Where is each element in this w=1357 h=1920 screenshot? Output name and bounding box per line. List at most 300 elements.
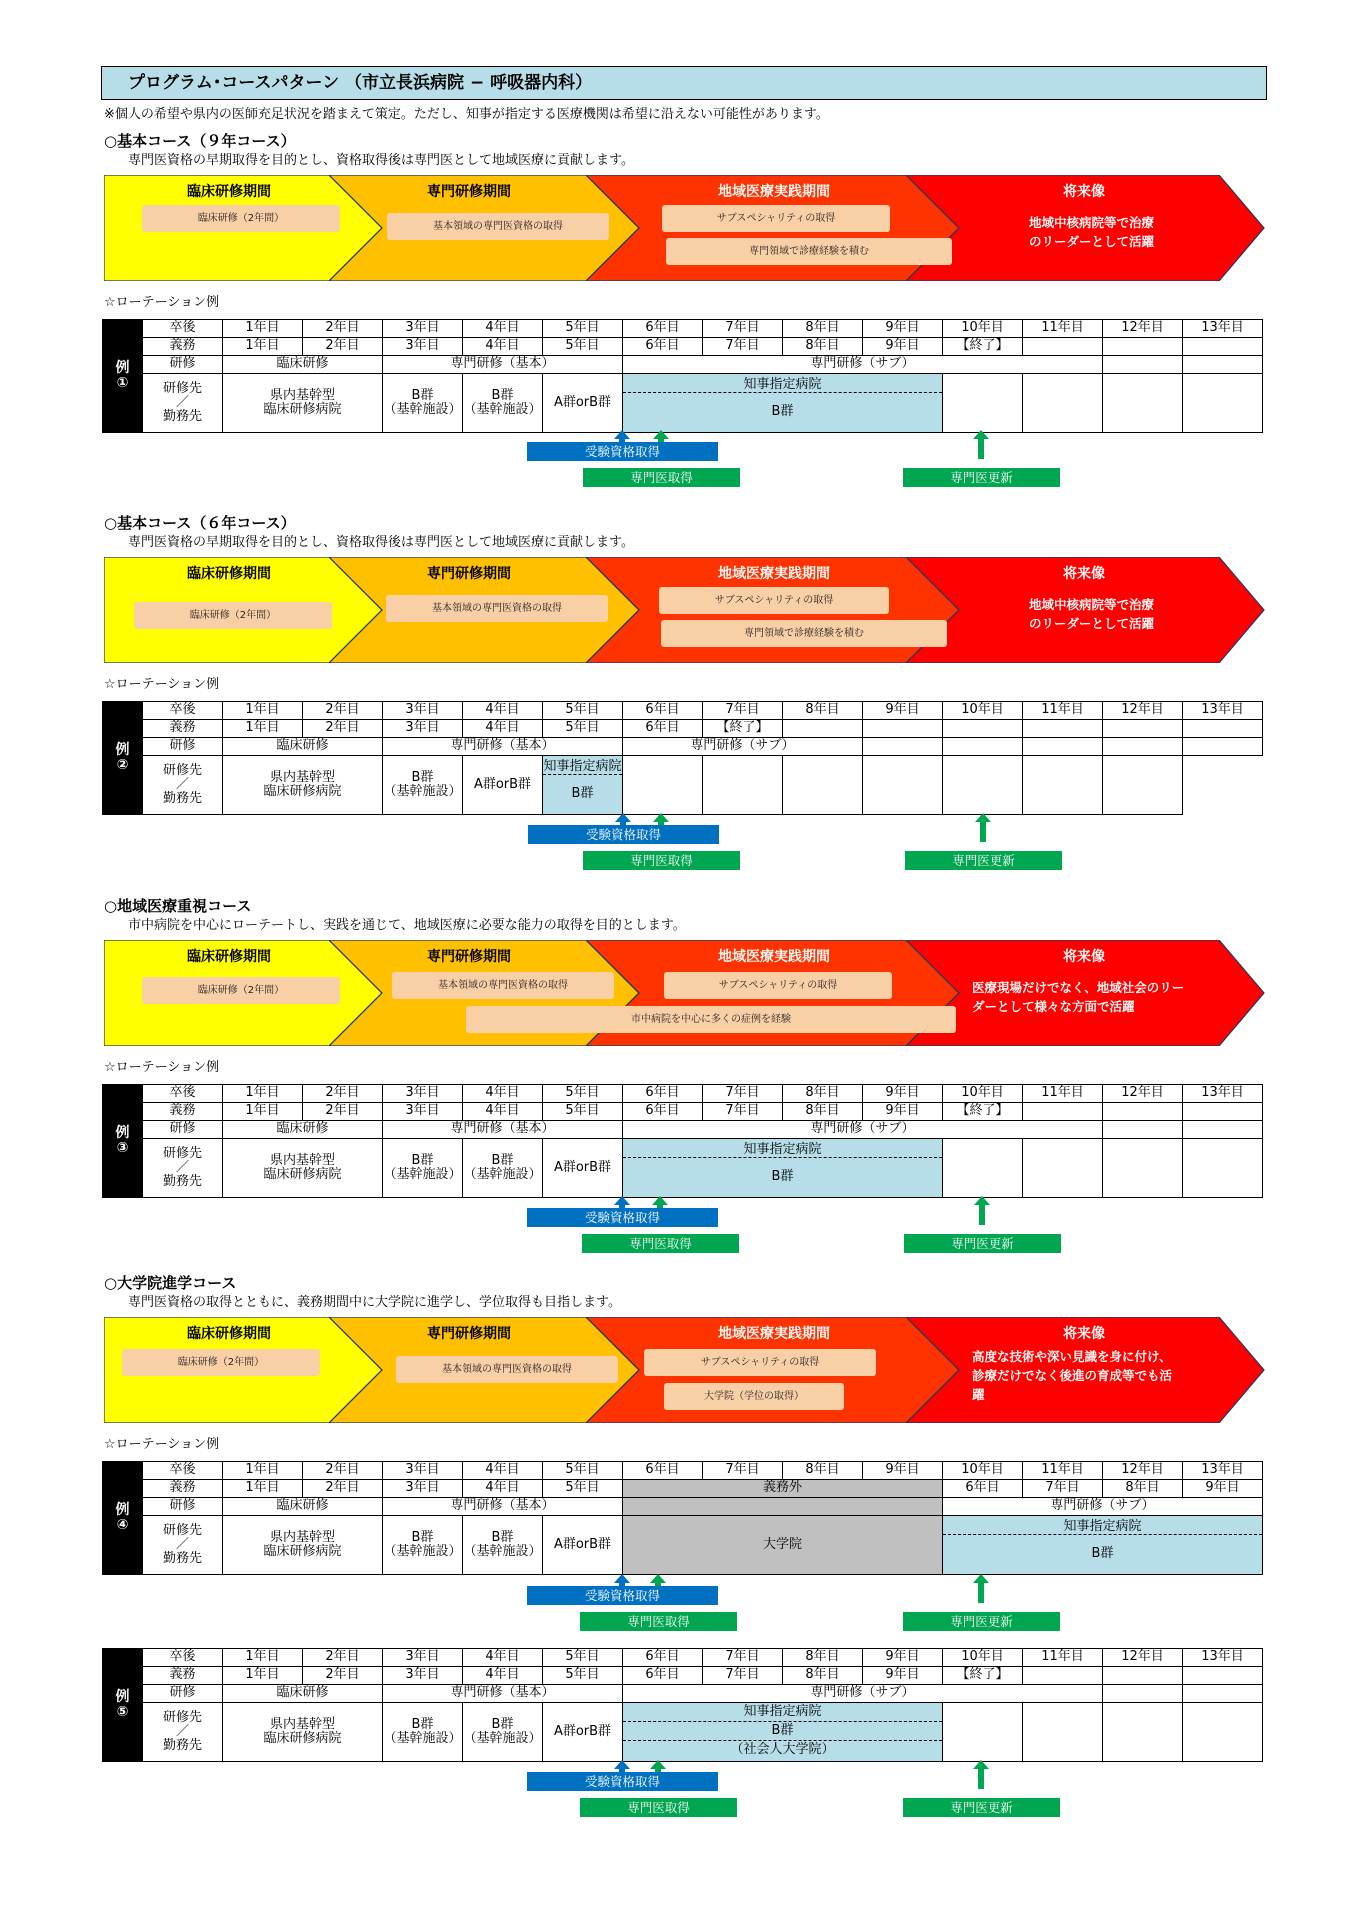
basic-training-text: 専門研修（基本） xyxy=(450,1121,555,1137)
rotation-grid xyxy=(102,319,1263,433)
empty-cell xyxy=(1183,338,1263,356)
obligation-out xyxy=(623,1480,943,1498)
year-header xyxy=(863,320,943,338)
site-a-or-b-text: A群orB群 xyxy=(553,1159,612,1175)
site-b-base xyxy=(383,374,463,433)
example-label-text: 例 ⑤ xyxy=(115,1688,130,1720)
rotation-table xyxy=(102,701,1263,815)
site-a-or-b xyxy=(543,1516,623,1575)
rotation-grid xyxy=(102,1461,1263,1575)
year-header-text: 1年目 xyxy=(245,1649,280,1665)
site-grad-school-text: 大学院 xyxy=(762,1536,802,1552)
empty-cell xyxy=(1183,1103,1263,1121)
phase-title: 専門研修期間 xyxy=(427,1326,511,1342)
end-label-text: 【終了】 xyxy=(956,1667,1009,1683)
rotation-grid xyxy=(102,1648,1263,1762)
year-header-text: 2年目 xyxy=(325,702,360,718)
site-b-base xyxy=(463,1139,543,1198)
year-header-text: 3年目 xyxy=(405,702,440,718)
duty-year-text: 6年目 xyxy=(965,1480,1000,1496)
phase-title: 臨床研修期間 xyxy=(187,1326,271,1342)
duty-year xyxy=(703,1103,783,1121)
phase-title: 臨床研修期間 xyxy=(187,566,271,582)
year-header-text: 5年目 xyxy=(565,1649,600,1665)
year-header xyxy=(1023,1462,1103,1480)
phase-title: 専門研修期間 xyxy=(427,949,511,965)
row-postgrad-years xyxy=(103,1085,1263,1103)
site-b-base-text: B群 （基幹施設） xyxy=(383,1152,462,1182)
phase-pill: 基本領域の専門医資格の取得 xyxy=(386,595,608,622)
rotation-table xyxy=(102,319,1263,433)
row-training xyxy=(103,1685,1263,1703)
year-header xyxy=(303,1085,383,1103)
year-header-text: 2年目 xyxy=(325,1649,360,1665)
basic-training-text: 専門研修（基本） xyxy=(450,1685,555,1701)
row-obligation xyxy=(103,1480,1263,1498)
year-header-text: 6年目 xyxy=(645,1462,680,1478)
row-postgrad-years xyxy=(103,702,1263,720)
section-heading: ○基本コース（６年コース） xyxy=(104,514,296,532)
phase-pill: 市中病院を中心に多くの症例を経験 xyxy=(466,1006,956,1033)
empty-cell xyxy=(1023,738,1103,756)
basic-training xyxy=(383,738,623,756)
section-description: 専門医資格の早期取得を目的とし、資格取得後は専門医として地域医療に貢献します。 xyxy=(128,153,634,168)
year-header-text: 1年目 xyxy=(245,702,280,718)
site-b-base xyxy=(463,1703,543,1762)
qualify-marker: 受験資格取得 xyxy=(527,442,718,461)
empty-cell xyxy=(783,720,863,738)
acquire-arrow-icon xyxy=(650,1574,666,1583)
year-header-text: 2年目 xyxy=(325,1085,360,1101)
site-designated-block xyxy=(943,1516,1263,1575)
phase-title: 専門研修期間 xyxy=(427,184,511,200)
site-b-base-text: B群 （基幹施設） xyxy=(463,387,542,417)
year-header-text: 7年目 xyxy=(725,1462,760,1478)
row-sites xyxy=(103,1516,1263,1575)
year-header xyxy=(623,1649,703,1667)
row-sites xyxy=(103,1139,1263,1198)
year-header xyxy=(1183,702,1263,720)
sub-training-text: 専門研修（サブ） xyxy=(690,738,795,754)
site-prefectural xyxy=(223,1703,383,1762)
duty-year xyxy=(463,1103,543,1121)
phase-pill: 臨床研修（2年間） xyxy=(142,205,340,232)
year-header xyxy=(463,320,543,338)
site-prefectural-text: 県内基幹型 臨床研修病院 xyxy=(263,769,342,799)
site-b-label: B群 xyxy=(1091,1546,1114,1561)
year-header-text: 2年目 xyxy=(325,320,360,336)
course-banner xyxy=(104,175,1266,281)
year-header xyxy=(703,1085,783,1103)
year-header-text: 4年目 xyxy=(485,1649,520,1665)
empty-cell xyxy=(623,756,703,815)
duty-year xyxy=(863,338,943,356)
future-description: 地域中核病院等で治療 のリーダーとして活躍 xyxy=(1029,215,1155,249)
row-label xyxy=(143,1085,223,1103)
duty-year xyxy=(863,1667,943,1685)
empty-cell xyxy=(1023,1139,1103,1198)
row-label xyxy=(143,1480,223,1498)
row-label xyxy=(143,338,223,356)
sub-training xyxy=(623,1685,1103,1703)
clinical-training-text: 臨床研修 xyxy=(276,356,329,372)
example-label-text: 例 ② xyxy=(115,741,130,773)
sub-training xyxy=(943,1498,1263,1516)
acquire-arrow-icon xyxy=(973,1574,989,1583)
duty-year-text: 2年目 xyxy=(325,338,360,354)
clinical-training-text: 臨床研修 xyxy=(276,1685,329,1701)
duty-year-text: 5年目 xyxy=(565,720,600,736)
sub-training xyxy=(623,356,1103,374)
year-header xyxy=(463,1649,543,1667)
phase-title: 地域医療実践期間 xyxy=(718,949,830,965)
acquire-arrow-icon xyxy=(975,813,991,822)
year-header xyxy=(703,702,783,720)
empty-cell xyxy=(1023,720,1103,738)
year-header-text: 1年目 xyxy=(245,1085,280,1101)
year-header xyxy=(303,702,383,720)
row-label-text: 研修 xyxy=(169,738,196,754)
empty-cell xyxy=(1183,356,1263,374)
year-header-text: 12年目 xyxy=(1121,702,1164,718)
end-label-text: 【終了】 xyxy=(716,720,769,736)
year-header xyxy=(783,702,863,720)
renew-arrow-shaft xyxy=(978,439,984,459)
year-header xyxy=(383,1085,463,1103)
duty-year-text: 3年目 xyxy=(405,1480,440,1496)
duty-year xyxy=(543,1103,623,1121)
phase-pill: 基本領域の専門医資格の取得 xyxy=(392,972,614,999)
empty-cell xyxy=(863,720,943,738)
acquire-arrow-icon xyxy=(653,813,669,822)
site-designated-block xyxy=(623,1703,943,1762)
duty-year xyxy=(463,338,543,356)
row-sites xyxy=(103,374,1263,433)
rotation-grid xyxy=(102,701,1263,815)
row-label-text: 義務 xyxy=(169,720,196,736)
site-a-or-b xyxy=(543,1703,623,1762)
course-banner xyxy=(104,940,1266,1046)
duty-year xyxy=(783,338,863,356)
empty-cell xyxy=(1023,756,1103,815)
site-designated-label: 知事指定病院 xyxy=(543,756,622,775)
duty-year xyxy=(463,1667,543,1685)
rotation-table xyxy=(102,1461,1263,1575)
empty-cell xyxy=(1183,1667,1263,1685)
acquire-arrow-icon xyxy=(973,430,989,439)
clinical-training xyxy=(223,356,383,374)
duty-year-text: 9年目 xyxy=(885,338,920,354)
year-header xyxy=(383,1649,463,1667)
site-prefectural xyxy=(223,1516,383,1575)
row-label xyxy=(143,720,223,738)
year-header xyxy=(783,320,863,338)
duty-year xyxy=(1103,1480,1183,1498)
year-header-text: 3年目 xyxy=(405,1462,440,1478)
end-label xyxy=(703,720,783,738)
row-label-text: 研修 xyxy=(169,1685,196,1701)
duty-year-text: 4年目 xyxy=(485,720,520,736)
example-label xyxy=(103,702,143,815)
row-label xyxy=(143,1703,223,1762)
clinical-training xyxy=(223,1685,383,1703)
year-header xyxy=(303,320,383,338)
duty-year xyxy=(303,1667,383,1685)
renew-arrow-shaft xyxy=(978,1583,984,1603)
row-label-text: 義務 xyxy=(169,1667,196,1683)
renew-marker: 専門医更新 xyxy=(903,1612,1060,1631)
duty-year xyxy=(223,338,303,356)
duty-year-text: 6年目 xyxy=(645,720,680,736)
year-header xyxy=(863,1085,943,1103)
year-header-text: 12年目 xyxy=(1121,1085,1164,1101)
grad-school-block xyxy=(623,1498,943,1516)
duty-year xyxy=(623,1103,703,1121)
site-a-or-b xyxy=(543,1139,623,1198)
example-label-text: 例 ③ xyxy=(115,1124,130,1156)
row-training xyxy=(103,356,1263,374)
duty-year-text: 6年目 xyxy=(645,1103,680,1119)
year-header xyxy=(1103,1085,1183,1103)
duty-year xyxy=(703,338,783,356)
qualify-arrow-icon xyxy=(614,1760,630,1769)
row-obligation xyxy=(103,338,1263,356)
year-header xyxy=(1023,320,1103,338)
acquire-marker: 専門医取得 xyxy=(583,468,740,487)
year-header xyxy=(1023,1649,1103,1667)
year-header-text: 6年目 xyxy=(645,320,680,336)
duty-year-text: 4年目 xyxy=(485,1103,520,1119)
duty-year xyxy=(783,1667,863,1685)
site-prefectural-text: 県内基幹型 臨床研修病院 xyxy=(263,1716,342,1746)
acquire-marker: 専門医取得 xyxy=(580,1612,737,1631)
site-prefectural xyxy=(223,1139,383,1198)
row-label-text: 研修先 ／ 勤務先 xyxy=(162,1145,202,1190)
qualify-arrow-icon xyxy=(614,1196,630,1205)
duty-year xyxy=(703,1667,783,1685)
site-b-base-text: B群 （基幹施設） xyxy=(463,1716,542,1746)
row-obligation xyxy=(103,1103,1263,1121)
year-header xyxy=(383,320,463,338)
duty-year xyxy=(783,1103,863,1121)
year-header-text: 8年目 xyxy=(805,702,840,718)
site-b-base-text: B群 （基幹施設） xyxy=(383,1716,462,1746)
year-header xyxy=(943,1085,1023,1103)
year-header xyxy=(1183,1462,1263,1480)
row-label xyxy=(143,1498,223,1516)
renew-arrow-shaft xyxy=(979,1205,985,1225)
qualify-marker: 受験資格取得 xyxy=(527,1586,718,1605)
duty-year-text: 3年目 xyxy=(405,720,440,736)
row-label-text: 卒後 xyxy=(169,320,196,336)
empty-cell xyxy=(1103,1139,1183,1198)
phase-pill: 臨床研修（2年間） xyxy=(142,977,340,1004)
end-label-text: 【終了】 xyxy=(956,1103,1009,1119)
year-header xyxy=(543,702,623,720)
row-postgrad-years xyxy=(103,1649,1263,1667)
basic-training-text: 専門研修（基本） xyxy=(450,1498,555,1514)
site-grad-school xyxy=(623,1516,943,1575)
phase-pill: 臨床研修（2年間） xyxy=(122,1349,320,1376)
renew-marker: 専門医更新 xyxy=(903,468,1060,487)
page-title: プログラム･コースパターン （市立長浜病院 − 呼吸器内科） xyxy=(101,66,1267,100)
duty-year xyxy=(543,1667,623,1685)
year-header-text: 8年目 xyxy=(805,1649,840,1665)
rotation-table xyxy=(102,1648,1263,1762)
row-training xyxy=(103,1121,1263,1139)
basic-training xyxy=(383,1121,623,1139)
sub-training xyxy=(623,738,863,756)
example-label xyxy=(103,320,143,433)
site-working-grad-label: （社会人大学院） xyxy=(730,1742,835,1757)
row-training xyxy=(103,738,1263,756)
empty-cell xyxy=(1183,374,1263,433)
renew-arrow-shaft xyxy=(980,822,986,842)
site-a-or-b xyxy=(463,756,543,815)
row-label xyxy=(143,1139,223,1198)
row-label-text: 研修先 ／ 勤務先 xyxy=(162,1709,202,1754)
year-header-text: 11年目 xyxy=(1041,320,1084,336)
duty-year-text: 5年目 xyxy=(565,1667,600,1683)
year-header-text: 9年目 xyxy=(885,702,920,718)
site-b-base-text: B群 （基幹施設） xyxy=(463,1152,542,1182)
duty-year xyxy=(303,1103,383,1121)
basic-training-text: 専門研修（基本） xyxy=(450,738,555,754)
sub-training-text: 専門研修（サブ） xyxy=(1050,1498,1155,1514)
end-label-text: 【終了】 xyxy=(956,338,1009,354)
rotation-label: ☆ローテーション例 xyxy=(104,295,220,310)
row-label xyxy=(143,320,223,338)
duty-year xyxy=(623,338,703,356)
row-label-text: 義務 xyxy=(169,1103,196,1119)
site-designated-block xyxy=(623,374,943,433)
qualify-marker: 受験資格取得 xyxy=(527,1208,718,1227)
duty-year-text: 1年目 xyxy=(245,1667,280,1683)
duty-year-text: 9年目 xyxy=(885,1667,920,1683)
year-header-text: 6年目 xyxy=(645,1085,680,1101)
row-label-text: 義務 xyxy=(169,1480,196,1496)
duty-year-text: 8年目 xyxy=(805,1667,840,1683)
empty-cell xyxy=(943,738,1023,756)
empty-cell xyxy=(783,756,863,815)
row-label-text: 研修先 ／ 勤務先 xyxy=(162,1522,202,1567)
year-header xyxy=(1023,702,1103,720)
site-b-label: B群 xyxy=(623,1722,942,1741)
year-header-text: 12年目 xyxy=(1121,1462,1164,1478)
empty-cell xyxy=(1103,1703,1183,1762)
duty-year-text: 2年目 xyxy=(325,1103,360,1119)
duty-year xyxy=(543,338,623,356)
duty-year-text: 7年目 xyxy=(725,1103,760,1119)
future-description: 高度な技術や深い見識を身に付け、 診療だけでなく後進の育成等でも活 躍 xyxy=(972,1349,1173,1402)
duty-year-text: 1年目 xyxy=(245,1103,280,1119)
year-header xyxy=(543,1649,623,1667)
empty-cell xyxy=(943,1703,1023,1762)
duty-year-text: 5年目 xyxy=(565,338,600,354)
sub-training-text: 専門研修（サブ） xyxy=(810,1685,915,1701)
rotation-grid xyxy=(102,1084,1263,1198)
empty-cell xyxy=(1023,1667,1103,1685)
year-header xyxy=(623,1085,703,1103)
row-label-text: 研修 xyxy=(169,356,196,372)
site-prefectural xyxy=(223,374,383,433)
basic-training xyxy=(383,356,623,374)
duty-year-text: 5年目 xyxy=(565,1103,600,1119)
example-label xyxy=(103,1462,143,1575)
basic-training-text: 専門研修（基本） xyxy=(450,356,555,372)
duty-year xyxy=(623,1667,703,1685)
year-header xyxy=(223,1085,303,1103)
qualify-arrow-icon xyxy=(614,1574,630,1583)
site-designated-label: 知事指定病院 xyxy=(943,1516,1262,1535)
empty-cell xyxy=(1183,720,1263,738)
year-header-text: 6年目 xyxy=(645,1649,680,1665)
year-header-text: 1年目 xyxy=(245,320,280,336)
duty-year xyxy=(223,1103,303,1121)
year-header-text: 11年目 xyxy=(1041,1085,1084,1101)
site-designated-block xyxy=(623,1139,943,1198)
row-label-text: 研修 xyxy=(169,1121,196,1137)
clinical-training-text: 臨床研修 xyxy=(276,1498,329,1514)
empty-cell xyxy=(1103,1685,1183,1703)
site-prefectural xyxy=(223,756,383,815)
duty-year-text: 9年目 xyxy=(1205,1480,1240,1496)
site-designated-label: 知事指定病院 xyxy=(623,1703,942,1722)
site-b-base xyxy=(383,756,463,815)
duty-year xyxy=(383,720,463,738)
phase-title: 地域医療実践期間 xyxy=(718,1326,830,1342)
duty-year-text: 3年目 xyxy=(405,1667,440,1683)
year-header xyxy=(863,702,943,720)
site-b-base-text: B群 （基幹施設） xyxy=(383,387,462,417)
obligation-out-text: 義務外 xyxy=(762,1480,802,1496)
row-label-text: 卒後 xyxy=(169,1649,196,1665)
duty-year xyxy=(223,1480,303,1498)
qualify-marker: 受験資格取得 xyxy=(528,825,719,844)
empty-cell xyxy=(1103,1667,1183,1685)
acquire-marker: 専門医取得 xyxy=(582,1234,739,1253)
year-header xyxy=(1103,1649,1183,1667)
year-header xyxy=(463,1462,543,1480)
row-postgrad-years xyxy=(103,1462,1263,1480)
duty-year xyxy=(463,720,543,738)
qualify-arrow-icon xyxy=(614,430,630,439)
duty-year xyxy=(1023,1480,1103,1498)
qualify-arrow-icon xyxy=(615,813,631,822)
row-label-text: 卒後 xyxy=(169,1462,196,1478)
section-heading: ○基本コース（９年コース） xyxy=(104,132,296,150)
duty-year-text: 2年目 xyxy=(325,1667,360,1683)
acquire-arrow-icon xyxy=(653,430,669,439)
year-header-text: 8年目 xyxy=(805,1462,840,1478)
phase-pill: 大学院（学位の取得） xyxy=(664,1383,844,1410)
year-header xyxy=(223,702,303,720)
phase-title: 将来像 xyxy=(1063,1326,1105,1342)
year-header-text: 7年目 xyxy=(725,320,760,336)
empty-cell xyxy=(1103,338,1183,356)
empty-cell xyxy=(943,1139,1023,1198)
year-header xyxy=(783,1649,863,1667)
row-sites xyxy=(103,756,1263,815)
year-header-text: 4年目 xyxy=(485,1085,520,1101)
year-header-text: 5年目 xyxy=(565,1085,600,1101)
duty-year-text: 7年目 xyxy=(1045,1480,1080,1496)
row-label-text: 研修 xyxy=(169,1498,196,1514)
year-header xyxy=(703,320,783,338)
year-header xyxy=(383,1462,463,1480)
year-header-text: 9年目 xyxy=(885,320,920,336)
duty-year-text: 3年目 xyxy=(405,1103,440,1119)
